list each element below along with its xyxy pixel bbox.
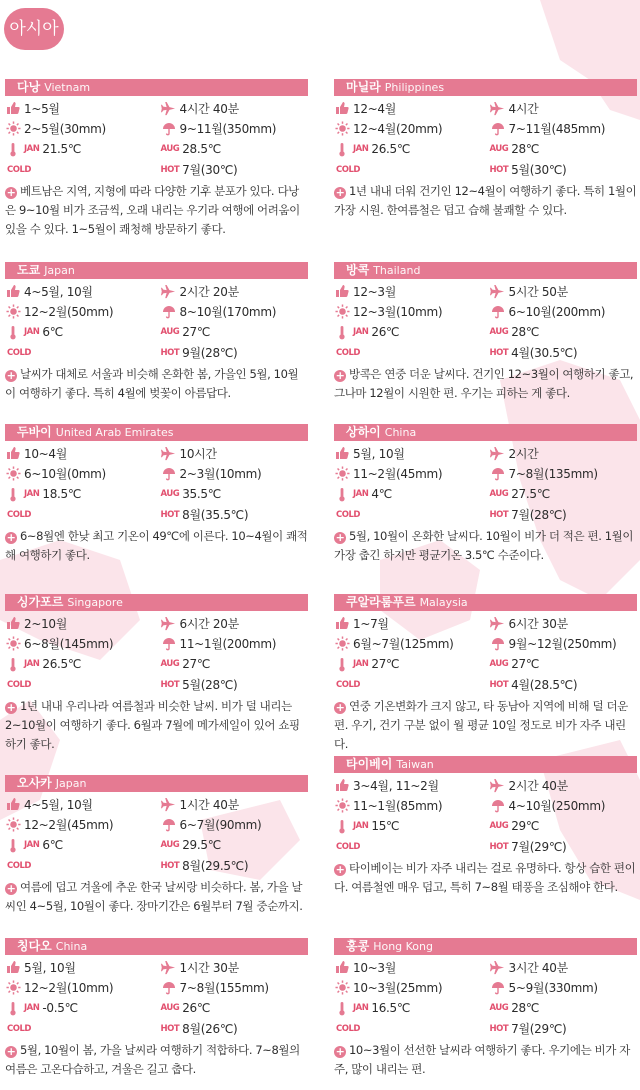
hottest-month: HOT 7월(28℃)	[489, 508, 567, 523]
coldest-month: COLD	[336, 509, 360, 520]
rainy-season: 9~11월(350mm)	[157, 120, 309, 137]
airplane-icon	[490, 445, 506, 461]
hottest-month: HOT 8월(29.5℃)	[160, 859, 249, 874]
dry-season: 2~5월(30mm)	[5, 120, 157, 137]
coldest-month: COLD	[7, 509, 31, 520]
dry-season: 12~3월(10mm)	[334, 303, 486, 320]
city-description: + 여름에 덥고 겨울에 추운 한국 날씨랑 비슷하다. 봄, 가을 날씨인 4~5월, 10월이 좋다. 장마기간은 6월부터 7월 중순까지.	[5, 880, 303, 913]
dry-season: 11~2월(45mm)	[334, 465, 486, 482]
sun-icon	[334, 636, 350, 652]
thermometer-icon	[5, 656, 21, 672]
hottest-month: HOT 9월(28℃)	[160, 346, 238, 361]
country-name: Vietnam	[44, 81, 91, 94]
jan-temp: JAN 26.5℃	[5, 656, 157, 672]
city-name: 두바이	[17, 425, 52, 439]
city-description: + 베트남은 지역, 지형에 따라 다양한 기후 분포가 있다. 다낭은 9~10월 비가 조금씩, 오래 내리는 우기라 여행에 어려움이 있을 수 있다. 1~5월이 쾌청해 방문하기 좋다.	[5, 184, 300, 236]
city-header	[5, 424, 308, 441]
hottest-month: HOT 5월(28℃)	[160, 678, 238, 693]
city-card	[5, 262, 308, 403]
region-tag: 아시아	[4, 8, 64, 50]
rainy-season: 2~3월(10mm)	[157, 465, 309, 482]
country-name: United Arab Emirates	[55, 426, 174, 439]
city-card	[5, 79, 308, 239]
climate-rows	[5, 613, 308, 695]
thumbs-up-icon	[334, 777, 350, 793]
city-card	[334, 262, 637, 403]
sun-icon	[5, 980, 21, 996]
thumbs-up-icon	[334, 959, 350, 975]
city-card	[334, 594, 637, 754]
thermometer-icon	[334, 324, 350, 340]
thumbs-up-icon	[5, 796, 21, 812]
umbrella-icon	[161, 466, 177, 482]
rainy-season: 5~9월(330mm)	[486, 979, 638, 996]
umbrella-icon	[490, 980, 506, 996]
city-header	[334, 262, 637, 279]
city-description: + 연중 기온변화가 크지 않고, 타 동남아 지역에 비해 덜 더운 편. 우기, 건기 구분 없이 월 평균 10일 정도로 비가 자주 내린다.	[334, 699, 628, 751]
city-header	[334, 756, 637, 773]
climate-rows	[334, 98, 637, 180]
city-name: 상하이	[346, 425, 381, 439]
sun-icon	[5, 817, 21, 833]
coldest-month: COLD	[7, 164, 31, 175]
umbrella-icon	[161, 636, 177, 652]
thermometer-icon	[334, 656, 350, 672]
climate-rows	[5, 443, 308, 525]
city-description: + 6~8월엔 한낮 최고 기온이 49℃에 이른다. 10~4월이 쾌적해 여행하기 좋다.	[5, 529, 308, 562]
rainy-season: 7~8월(155mm)	[157, 979, 309, 996]
city-card	[334, 79, 637, 220]
aug-temp: AUG 29℃	[489, 819, 540, 834]
thermometer-icon	[5, 1000, 21, 1016]
city-header	[334, 424, 637, 441]
plus-circle-icon: +	[335, 531, 345, 544]
city-name: 타이베이	[346, 757, 393, 771]
dry-season: 12~4월(20mm)	[334, 120, 486, 137]
hottest-month: HOT 5월(30℃)	[489, 163, 567, 178]
plus-circle-icon: +	[6, 186, 16, 199]
city-header	[5, 594, 308, 611]
city-name: 방콕	[346, 263, 370, 277]
thermometer-icon	[5, 324, 21, 340]
best-season: 10~4월	[5, 445, 157, 462]
flight-time: 2시간 20분	[157, 283, 309, 300]
city-name: 마닐라	[346, 80, 381, 94]
dry-season: 12~2월(45mm)	[5, 816, 157, 833]
umbrella-icon	[490, 121, 506, 137]
plus-circle-icon: +	[6, 369, 16, 382]
sun-icon	[334, 121, 350, 137]
city-description: + 5월, 10월이 온화한 날씨다. 10월이 비가 더 적은 편. 1월이 가장 춥긴 하지만 평균기온 3.5℃ 수준이다.	[334, 529, 634, 562]
city-name: 홍콩	[346, 939, 370, 953]
best-season: 10~3월	[334, 959, 486, 976]
country-name: Philippines	[384, 81, 445, 94]
jan-temp: JAN 16.5℃	[334, 1000, 486, 1016]
hottest-month: HOT 8월(26℃)	[160, 1022, 238, 1037]
flight-time: 5시간 50분	[486, 283, 638, 300]
climate-rows	[5, 281, 308, 363]
airplane-icon	[161, 445, 177, 461]
coldest-month: COLD	[336, 679, 360, 690]
city-description: + 방콕은 연중 더운 날씨다. 건기인 12~3월이 여행하기 좋고, 그나마 12월이 시원한 편. 우기는 피하는 게 좋다.	[334, 367, 634, 400]
country-name: Taiwan	[396, 758, 434, 771]
best-season: 12~3월	[334, 283, 486, 300]
hottest-month: HOT 4월(30.5℃)	[489, 346, 578, 361]
climate-rows	[334, 775, 637, 857]
sun-icon	[5, 121, 21, 137]
rainy-season: 11~1월(200mm)	[157, 635, 309, 652]
umbrella-icon	[490, 304, 506, 320]
thumbs-up-icon	[334, 283, 350, 299]
rainy-season: 8~10월(170mm)	[157, 303, 309, 320]
city-name: 다낭	[17, 80, 41, 94]
city-name: 도쿄	[17, 263, 41, 277]
city-header	[5, 775, 308, 792]
city-header	[334, 594, 637, 611]
plus-circle-icon: +	[335, 1045, 345, 1058]
sun-icon	[5, 636, 21, 652]
rainy-season: 7~8월(135mm)	[486, 465, 638, 482]
aug-temp: AUG 26℃	[160, 1001, 211, 1016]
city-header	[5, 938, 308, 955]
sun-icon	[5, 304, 21, 320]
climate-rows	[5, 794, 308, 876]
jan-temp: JAN 26.5℃	[334, 141, 486, 157]
hottest-month: HOT 8월(35.5℃)	[160, 508, 249, 523]
city-name: 칭다오	[17, 939, 52, 953]
aug-temp: AUG 28℃	[489, 142, 540, 157]
city-name: 쿠알라룸푸르	[346, 595, 416, 609]
airplane-icon	[490, 100, 506, 116]
dry-season: 12~2월(50mm)	[5, 303, 157, 320]
city-card	[334, 424, 637, 565]
airplane-icon	[490, 959, 506, 975]
country-name: Thailand	[373, 264, 421, 277]
thermometer-icon	[334, 818, 350, 834]
city-card	[5, 938, 308, 1079]
best-season: 1~5월	[5, 100, 157, 117]
flight-time: 6시간 20분	[157, 615, 309, 632]
city-description: + 10~3월이 선선한 날씨라 여행하기 좋다. 우기에는 비가 자주, 많이 내리는 편.	[334, 1043, 630, 1076]
climate-rows	[5, 98, 308, 180]
aug-temp: AUG 29.5℃	[160, 838, 221, 853]
aug-temp: AUG 28.5℃	[160, 142, 221, 157]
flight-time: 2시간 40분	[486, 777, 638, 794]
sun-icon	[334, 980, 350, 996]
dry-season: 11~1월(85mm)	[334, 797, 486, 814]
country-name: China	[55, 940, 88, 953]
climate-rows	[334, 613, 637, 695]
city-header	[5, 79, 308, 96]
best-season: 12~4월	[334, 100, 486, 117]
city-header	[334, 79, 637, 96]
umbrella-icon	[161, 304, 177, 320]
jan-temp: JAN 21.5℃	[5, 141, 157, 157]
hottest-month: HOT 7월(30℃)	[160, 163, 238, 178]
coldest-month: COLD	[7, 860, 31, 871]
best-season: 1~7월	[334, 615, 486, 632]
jan-temp: JAN 27℃	[334, 656, 486, 672]
climate-rows	[334, 957, 637, 1039]
coldest-month: COLD	[7, 1023, 31, 1034]
country-name: Hong Kong	[373, 940, 433, 953]
country-name: Japan	[55, 777, 87, 790]
airplane-icon	[161, 283, 177, 299]
flight-time: 4시간	[486, 100, 638, 117]
aug-temp: AUG 27℃	[160, 657, 211, 672]
umbrella-icon	[161, 121, 177, 137]
airplane-icon	[161, 100, 177, 116]
hottest-month: HOT 4월(28.5℃)	[489, 678, 578, 693]
dry-season: 10~3월(25mm)	[334, 979, 486, 996]
thumbs-up-icon	[334, 445, 350, 461]
coldest-month: COLD	[336, 347, 360, 358]
coldest-month: COLD	[7, 347, 31, 358]
thermometer-icon	[334, 486, 350, 502]
umbrella-icon	[490, 466, 506, 482]
plus-circle-icon: +	[335, 701, 345, 714]
jan-temp: JAN 4℃	[334, 486, 486, 502]
sun-icon	[334, 466, 350, 482]
city-description: + 1년 내내 우리나라 여름철과 비슷한 날씨. 비가 덜 내리는 2~10월이 여행하기 좋다. 6월과 7월에 메가세일이 있어 쇼핑하기 좋다.	[5, 699, 300, 751]
city-description: + 1년 내내 더워 건기인 12~4월이 여행하기 좋다. 특히 1월이 가장 시원. 한여름철은 덥고 습해 불쾌할 수 있다.	[334, 184, 637, 217]
coldest-month: COLD	[336, 1023, 360, 1034]
city-header	[5, 262, 308, 279]
jan-temp: JAN 18.5℃	[5, 486, 157, 502]
jan-temp: JAN 26℃	[334, 324, 486, 340]
jan-temp: JAN 6℃	[5, 324, 157, 340]
dry-season: 6월~7월(125mm)	[334, 635, 486, 652]
sun-icon	[334, 798, 350, 814]
climate-rows	[334, 281, 637, 363]
climate-rows	[334, 443, 637, 525]
plus-circle-icon: +	[6, 1045, 16, 1058]
thumbs-up-icon	[334, 100, 350, 116]
airplane-icon	[490, 283, 506, 299]
plus-circle-icon: +	[335, 369, 345, 382]
city-card	[5, 775, 308, 916]
umbrella-icon	[161, 980, 177, 996]
city-card	[5, 424, 308, 565]
coldest-month: COLD	[7, 679, 31, 690]
hottest-month: HOT 7월(29℃)	[489, 1022, 567, 1037]
flight-time: 2시간	[486, 445, 638, 462]
thumbs-up-icon	[5, 615, 21, 631]
city-name: 싱가포르	[17, 595, 64, 609]
aug-temp: AUG 27℃	[489, 657, 540, 672]
hottest-month: HOT 7월(29℃)	[489, 840, 567, 855]
city-description: + 날씨가 대체로 서울과 비슷해 온화한 봄, 가을인 5월, 10월이 여행하기 좋다. 특히 4월에 벚꽃이 아름답다.	[5, 367, 299, 400]
thumbs-up-icon	[5, 283, 21, 299]
airplane-icon	[161, 796, 177, 812]
best-season: 5월, 10월	[334, 445, 486, 462]
aug-temp: AUG 28℃	[489, 325, 540, 340]
sun-icon	[334, 304, 350, 320]
flight-time: 6시간 30분	[486, 615, 638, 632]
thumbs-up-icon	[5, 959, 21, 975]
plus-circle-icon: +	[335, 186, 345, 199]
coldest-month: COLD	[336, 841, 360, 852]
jan-temp: JAN 6℃	[5, 837, 157, 853]
plus-circle-icon: +	[6, 701, 16, 714]
thermometer-icon	[5, 141, 21, 157]
city-card	[334, 938, 637, 1079]
rainy-season: 4~10월(250mm)	[486, 797, 638, 814]
best-season: 3~4월, 11~2월	[334, 777, 486, 794]
thermometer-icon	[334, 1000, 350, 1016]
climate-rows	[5, 957, 308, 1039]
plus-circle-icon: +	[6, 882, 16, 895]
thermometer-icon	[5, 486, 21, 502]
thermometer-icon	[334, 141, 350, 157]
coldest-month: COLD	[336, 164, 360, 175]
aug-temp: AUG 28℃	[489, 1001, 540, 1016]
best-season: 2~10월	[5, 615, 157, 632]
aug-temp: AUG 27℃	[160, 325, 211, 340]
country-name: Malaysia	[419, 596, 468, 609]
city-name: 오사카	[17, 776, 52, 790]
flight-time: 3시간 40분	[486, 959, 638, 976]
umbrella-icon	[490, 798, 506, 814]
flight-time: 4시간 40분	[157, 100, 309, 117]
flight-time: 1시간 40분	[157, 796, 309, 813]
umbrella-icon	[161, 817, 177, 833]
aug-temp: AUG 35.5℃	[160, 487, 221, 502]
jan-temp: JAN -0.5℃	[5, 1000, 157, 1016]
plus-circle-icon: +	[6, 531, 16, 544]
dry-season: 12~2월(10mm)	[5, 979, 157, 996]
city-description: + 5월, 10월이 봄, 가을 날씨라 여행하기 적합하다. 7~8월의 여름은 고온다습하고, 겨울은 길고 춥다.	[5, 1043, 300, 1076]
country-name: China	[384, 426, 417, 439]
best-season: 4~5월, 10월	[5, 796, 157, 813]
city-header	[334, 938, 637, 955]
jan-temp: JAN 15℃	[334, 818, 486, 834]
city-card	[5, 594, 308, 754]
rainy-season: 6~10월(200mm)	[486, 303, 638, 320]
airplane-icon	[490, 615, 506, 631]
rainy-season: 9월~12월(250mm)	[486, 635, 638, 652]
dry-season: 6~8월(145mm)	[5, 635, 157, 652]
flight-time: 1시간 30분	[157, 959, 309, 976]
plus-circle-icon: +	[335, 863, 345, 876]
country-name: Japan	[44, 264, 75, 277]
city-card	[334, 756, 637, 897]
thumbs-up-icon	[5, 445, 21, 461]
sun-icon	[5, 466, 21, 482]
thermometer-icon	[5, 837, 21, 853]
best-season: 5월, 10월	[5, 959, 157, 976]
rainy-season: 7~11월(485mm)	[486, 120, 638, 137]
dry-season: 6~10월(0mm)	[5, 465, 157, 482]
thumbs-up-icon	[5, 100, 21, 116]
city-description: + 타이베이는 비가 자주 내리는 걸로 유명하다. 항상 습한 편이다. 여름철엔 매우 덥고, 특히 7~8월 태풍을 조심해야 한다.	[334, 861, 636, 894]
umbrella-icon	[490, 636, 506, 652]
thumbs-up-icon	[334, 615, 350, 631]
best-season: 4~5월, 10월	[5, 283, 157, 300]
rainy-season: 6~7월(90mm)	[157, 816, 309, 833]
aug-temp: AUG 27.5℃	[489, 487, 550, 502]
airplane-icon	[490, 777, 506, 793]
airplane-icon	[161, 615, 177, 631]
flight-time: 10시간	[157, 445, 309, 462]
airplane-icon	[161, 959, 177, 975]
country-name: Singapore	[67, 596, 123, 609]
